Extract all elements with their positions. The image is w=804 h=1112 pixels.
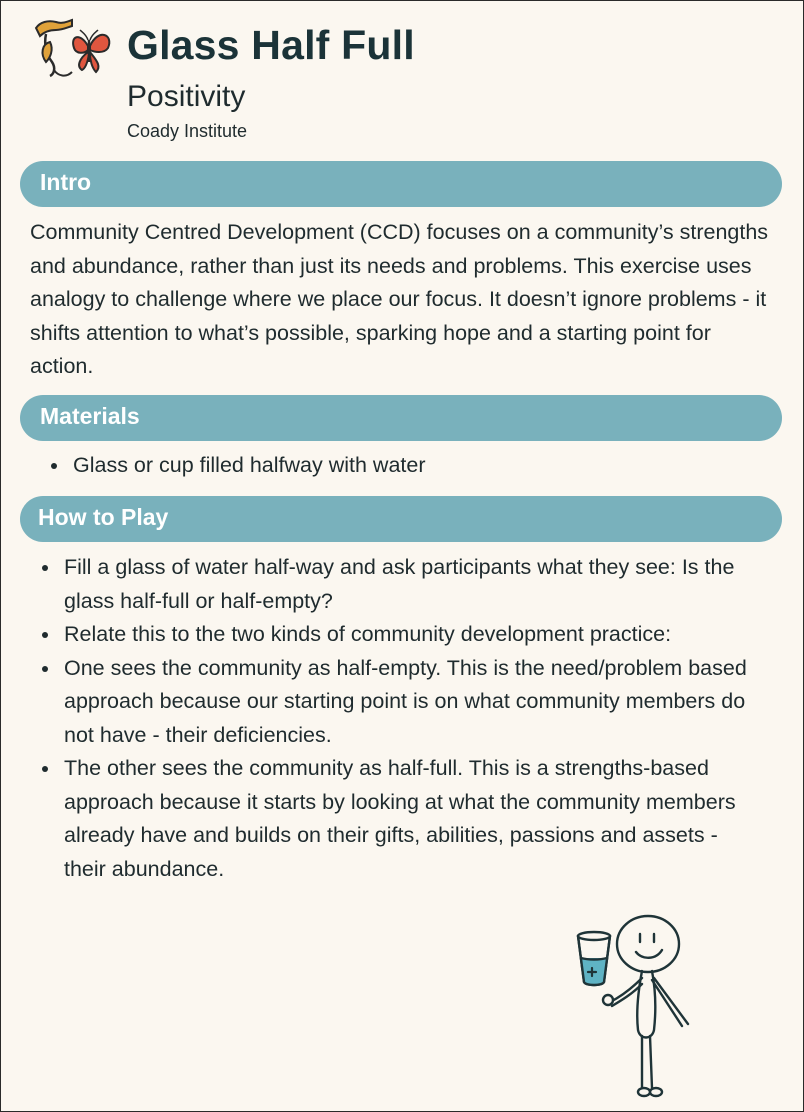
materials-section-header — [20, 395, 782, 441]
list-item: The other sees the community as half-full. This is a strengths-based approach because it starts by looking at what the community members already have and builds on their gifts, abilities, passions and assets - their abundance. — [64, 752, 764, 886]
bullet-icon — [42, 565, 48, 571]
list-item: One sees the community as half-empty. This is the need/problem based approach because our starting point is on what community members do not have - their deficiencies. — [64, 652, 764, 753]
organization-name: Coady Institute — [127, 121, 248, 141]
flower-butterfly-logo-icon — [32, 18, 118, 80]
bullet-icon — [42, 766, 48, 772]
list-item: Relate this to the two kinds of community development practice: — [64, 618, 764, 652]
how-to-play-list — [64, 551, 764, 886]
list-item: Glass or cup filled halfway with water — [73, 449, 773, 483]
bullet-icon — [42, 666, 48, 672]
bullet-icon — [51, 463, 57, 469]
list-item: Fill a glass of water half-way and ask participants what they see: Is the glass half-full or half-empty? — [64, 551, 764, 618]
page-subtitle: Positivity — [127, 80, 246, 113]
materials-heading: Materials — [40, 403, 140, 429]
page-title: Glass Half Full — [127, 22, 415, 68]
intro-paragraph: Community Centred Development (CCD) focuses on a community’s strengths and abundance, rather than just its needs and problems. This exercise uses analogy to challenge where we place our focus. It doesn’t ignore problems - it shifts attention to what’s possible, sparking hope and a starting point for action. — [30, 220, 769, 378]
materials-list — [73, 449, 773, 483]
how-to-play-heading: How to Play — [38, 504, 169, 530]
intro-heading: Intro — [40, 169, 92, 195]
stick-figure-holding-glass-icon — [572, 912, 702, 1102]
intro-section-header — [20, 161, 782, 207]
bullet-icon — [42, 632, 48, 638]
how-to-play-section-header — [20, 496, 782, 542]
